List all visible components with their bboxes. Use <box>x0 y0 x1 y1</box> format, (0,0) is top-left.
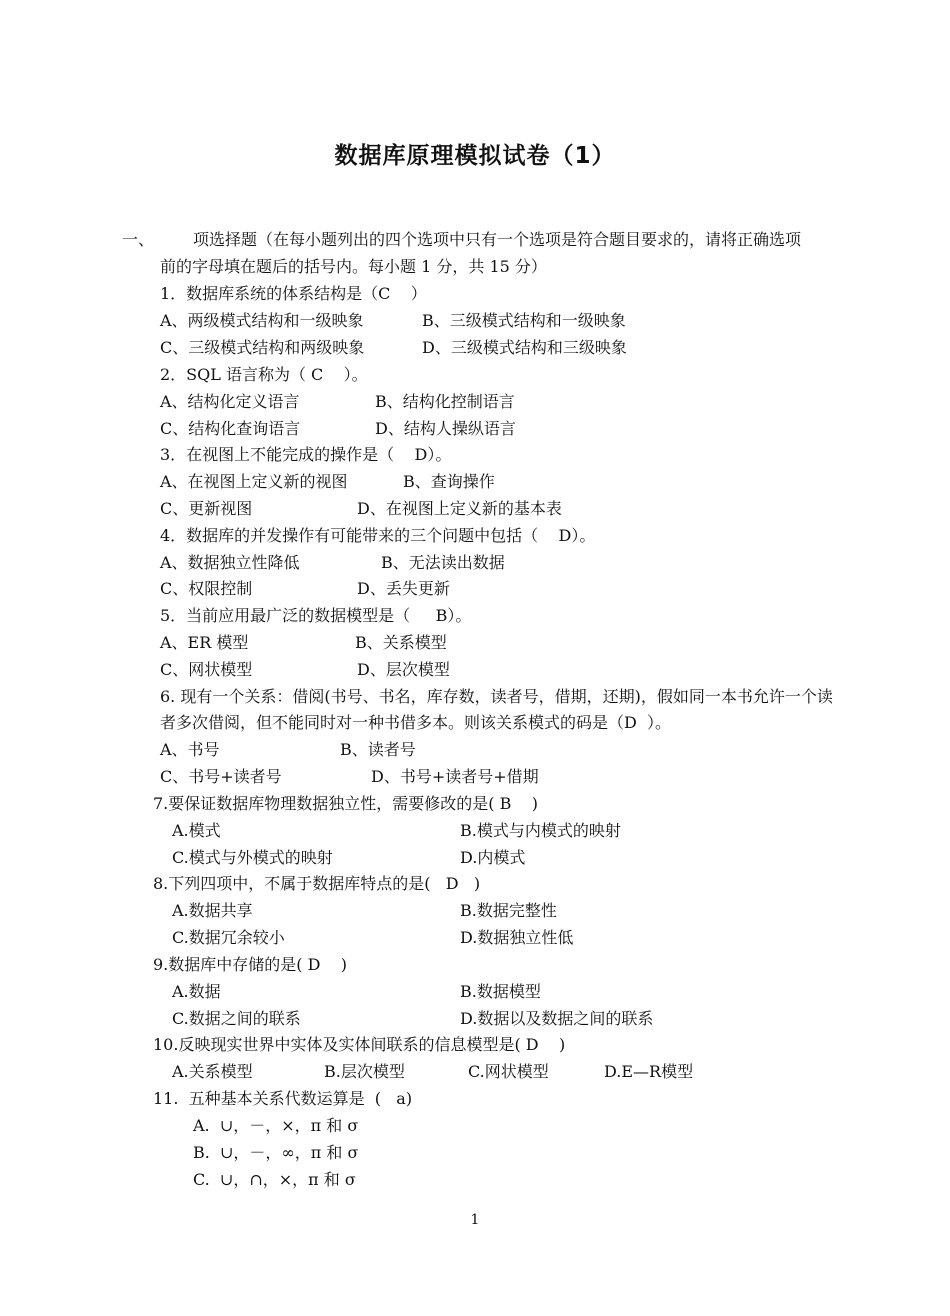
option-2c: C、结构化查询语言 <box>160 419 301 438</box>
option-7a: A.模式 <box>172 821 221 840</box>
question-10: 10.反映现实世界中实体及实体间联系的信息模型是( D ) <box>153 1035 566 1054</box>
option-10a: A.关系模型 <box>172 1062 253 1081</box>
option-8b: B.数据完整性 <box>460 901 557 920</box>
option-11b: B. ∪，－，∞，π 和 σ <box>193 1143 359 1162</box>
option-6a: A、书号 <box>160 740 220 759</box>
section-intro-line1: 项选择题（在每小题列出的四个选项中只有一个选项是符合题目要求的，请将正确选项 <box>193 230 802 249</box>
option-2a: A、结构化定义语言 <box>160 392 300 411</box>
option-4a: A、数据独立性降低 <box>160 553 300 572</box>
question-6-line1: 6. 现有一个关系：借阅(书号、书名，库存数，读者号，借期，还期)，假如同一本书允许一个读 <box>160 687 833 706</box>
question-4: 4．数据库的并发操作有可能带来的三个问题中包括（ D）。 <box>160 526 596 545</box>
option-5c: C、网状模型 <box>160 660 253 679</box>
page-number: 1 <box>470 1212 480 1228</box>
option-3a: A、在视图上定义新的视图 <box>160 472 348 491</box>
option-9a: A.数据 <box>172 982 221 1001</box>
option-7c: C.模式与外模式的映射 <box>172 848 333 867</box>
option-4d: D、丢失更新 <box>357 579 450 598</box>
option-8a: A.数据共享 <box>172 901 253 920</box>
option-8d: D.数据独立性低 <box>460 928 574 947</box>
question-8: 8.下列四项中，不属于数据库特点的是( D ) <box>153 874 481 893</box>
option-4b: B、无法读出数据 <box>381 553 505 572</box>
option-5d: D、层次模型 <box>357 660 450 679</box>
option-1d: D、三级模式结构和三级映象 <box>422 338 627 357</box>
document-title: 数据库原理模拟试卷（1） <box>334 143 616 169</box>
option-7d: D.内模式 <box>460 848 526 867</box>
option-9c: C.数据之间的联系 <box>172 1009 301 1028</box>
option-3c: C、更新视图 <box>160 499 253 518</box>
question-3: 3．在视图上不能完成的操作是（ D）。 <box>160 445 452 464</box>
question-5: 5．当前应用最广泛的数据模型是（ B）。 <box>160 606 472 625</box>
option-9d: D.数据以及数据之间的联系 <box>460 1009 654 1028</box>
option-6b: B、读者号 <box>340 740 416 759</box>
option-6c: C、书号+读者号 <box>160 767 282 786</box>
section-number: 一、 <box>122 230 155 249</box>
option-5b: B、关系模型 <box>355 633 447 652</box>
option-11a: A. ∪，－，×，π 和 σ <box>193 1116 359 1135</box>
option-2b: B、结构化控制语言 <box>375 392 515 411</box>
question-11: 11. 五种基本关系代数运算是 ( a) <box>153 1089 413 1108</box>
question-9: 9.数据库中存储的是( D ) <box>153 955 348 974</box>
option-10d: D.E—R模型 <box>604 1062 694 1081</box>
option-8c: C.数据冗余较小 <box>172 928 285 947</box>
option-7b: B.模式与内模式的映射 <box>460 821 621 840</box>
option-1b: B、三级模式结构和一级映象 <box>422 311 626 330</box>
option-10c: C.网状模型 <box>468 1062 549 1081</box>
question-6-line2: 者多次借阅，但不能同时对一种书借多本。则该关系模式的码是（D ）。 <box>160 713 672 732</box>
option-1c: C、三级模式结构和两级映象 <box>160 338 365 357</box>
option-1a: A、两级模式结构和一级映象 <box>160 311 364 330</box>
option-9b: B.数据模型 <box>460 982 541 1001</box>
option-10b: B.层次模型 <box>324 1062 405 1081</box>
option-11c: C. ∪，∩，×，π 和 σ <box>193 1170 356 1189</box>
question-7: 7.要保证数据库物理数据独立性，需要修改的是( B ) <box>153 794 538 813</box>
section-intro-line2: 前的字母填在题后的括号内。每小题 1 分，共 15 分） <box>160 257 547 276</box>
option-5a: A、ER 模型 <box>160 633 249 652</box>
option-3b: B、查询操作 <box>403 472 495 491</box>
question-1: 1．数据库系统的体系结构是（C ） <box>160 284 427 303</box>
option-4c: C、权限控制 <box>160 579 253 598</box>
question-2: 2．SQL 语言称为（ C ）。 <box>160 365 368 384</box>
option-2d: D、结构人操纵语言 <box>375 419 516 438</box>
option-3d: D、在视图上定义新的基本表 <box>357 499 562 518</box>
option-6d: D、书号+读者号+借期 <box>371 767 539 786</box>
